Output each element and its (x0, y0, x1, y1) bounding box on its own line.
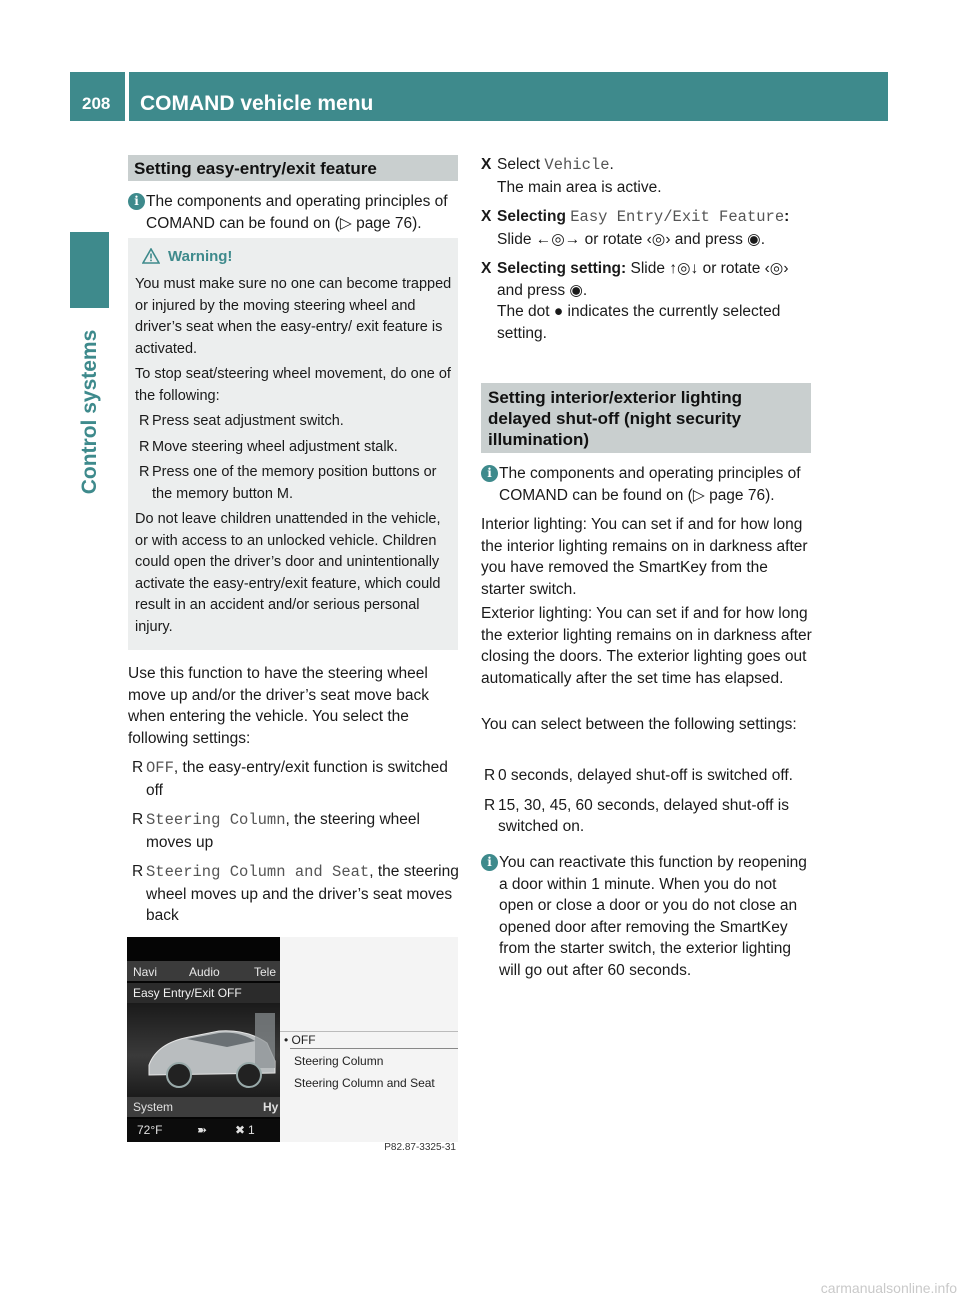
step-item: X Selecting setting: Slide ↑◎↓ or rotate ‹◎› and press ◉. The dot ● indicates the currently selected setting. (481, 260, 789, 342)
footer-watermark[interactable]: carmanualsonline.info (820, 1280, 957, 1296)
warning-paragraph: You must make sure no one can become trapped or injured by the moving steering wheel and driver’s seat when the easy-entry/ exit feature is activated. (135, 276, 452, 357)
side-label: Control systems (77, 329, 101, 495)
temperature-readout: 72°F (137, 1123, 163, 1137)
screen-tab: Audio (189, 965, 220, 979)
info-note: i The components and operating principles of COMAND can be found on (▷ page 76). (128, 191, 460, 234)
menu-option-steering-column: Steering Column (294, 1054, 384, 1068)
screen-tabs (127, 961, 280, 981)
delay-settings-list (482, 765, 814, 846)
air-distribution-icon: ➽ (197, 1123, 208, 1137)
menu-option-off: • OFF (284, 1033, 316, 1047)
screen-title-bar: Easy Entry/Exit OFF (127, 983, 280, 1003)
side-tab-marker (70, 232, 109, 308)
image-caption: P82.87-3325-31 (384, 1142, 456, 1153)
warning-box (128, 238, 458, 650)
warning-list-item: R Press one of the memory position buttons or the memory button M. (135, 462, 453, 505)
screen-menu (280, 937, 458, 1142)
warning-paragraph: Do not leave children unattended in the vehicle, or with access to an unlocked vehicle. Children could open the driver’s door and unintentionally activate the easy-entry/exit feature, which could result in an accident and/or serious personal injury. (135, 511, 441, 635)
step-item: X Select Vehicle. The main area is active. (481, 156, 662, 196)
warning-triangle-icon (142, 248, 160, 264)
settings-list (130, 757, 462, 935)
screen-system-bar: System Hy (127, 1097, 280, 1117)
warning-list-item: R Press seat adjustment switch. (135, 411, 453, 433)
info-icon: i (481, 465, 498, 482)
fan-icon: ✖ (235, 1123, 246, 1137)
page-header-bar (129, 72, 888, 121)
step-item: X Selecting Easy Entry/Exit Feature: Slide ←◎→ or rotate ‹◎› and press ◉. (481, 208, 790, 248)
car-image (127, 1003, 280, 1099)
screen-status-bar (127, 1119, 280, 1142)
comand-screen-illustration (127, 937, 458, 1157)
warning-title: Warning! (168, 248, 233, 265)
warning-body (135, 274, 453, 642)
paragraph-select: You can select between the following settings: (481, 716, 797, 733)
paragraph-use: Use this function to have the steering wheel move up and/or the driver’s seat move back when entering the vehicle. You select the following settings: (128, 665, 429, 747)
info-icon: i (481, 854, 498, 871)
screen-tab: Tele (254, 965, 277, 979)
section-heading-easy-entry: Setting easy-entry/exit feature (128, 155, 458, 181)
page-number: 208 (82, 94, 111, 113)
car-icon (127, 1003, 280, 1099)
list-item: R 0 seconds, delayed shut-off is switched off. (484, 767, 793, 784)
fan-level: 1 (248, 1123, 255, 1137)
info-icon: i (128, 193, 145, 210)
list-item: R OFF, the easy-entry/exit function is switched off (132, 759, 448, 799)
section-heading-lighting: Setting interior/exterior lighting delayed shut-off (night security illumination) (481, 383, 811, 453)
screen-tab: Navi (133, 965, 158, 979)
info-note: i The components and operating principles of COMAND can be found on (▷ page 76). (481, 463, 813, 506)
list-item: R Steering Column, the steering wheel moves up (132, 811, 420, 851)
warning-list-item: R Move steering wheel adjustment stalk. (135, 437, 453, 459)
warning-paragraph: To stop seat/steering wheel movement, do one of the following: (135, 366, 451, 404)
page-number-box (70, 72, 125, 121)
info-note-reactivate: i You can reactivate this function by reopening a door within 1 minute. When you do not open or close a door or you do not close an opened door after removing the SmartKey from the starter switch, the exterior lighting will go out after 60 seconds. (481, 852, 813, 981)
instruction-steps (481, 154, 813, 352)
list-item: R Steering Column and Seat, the steering wheel moves up and the driver’s seat moves back (132, 863, 459, 924)
menu-option-steering-column-and-seat: Steering Column and Seat (294, 1076, 435, 1090)
paragraph-exterior: Exterior lighting: You can set if and for how long the exterior lighting remains on in darkness after closing the doors. The exterior lighting goes out automatically after the set time has elapsed. (481, 605, 812, 687)
page-title: COMAND vehicle menu (140, 92, 374, 115)
list-item: R 15, 30, 45, 60 seconds, delayed shut-off is switched on. (484, 796, 789, 835)
paragraph-interior: Interior lighting: You can set if and for how long the interior lighting remains on in darkness after you have removed the SmartKey from the starter switch. (481, 516, 808, 598)
